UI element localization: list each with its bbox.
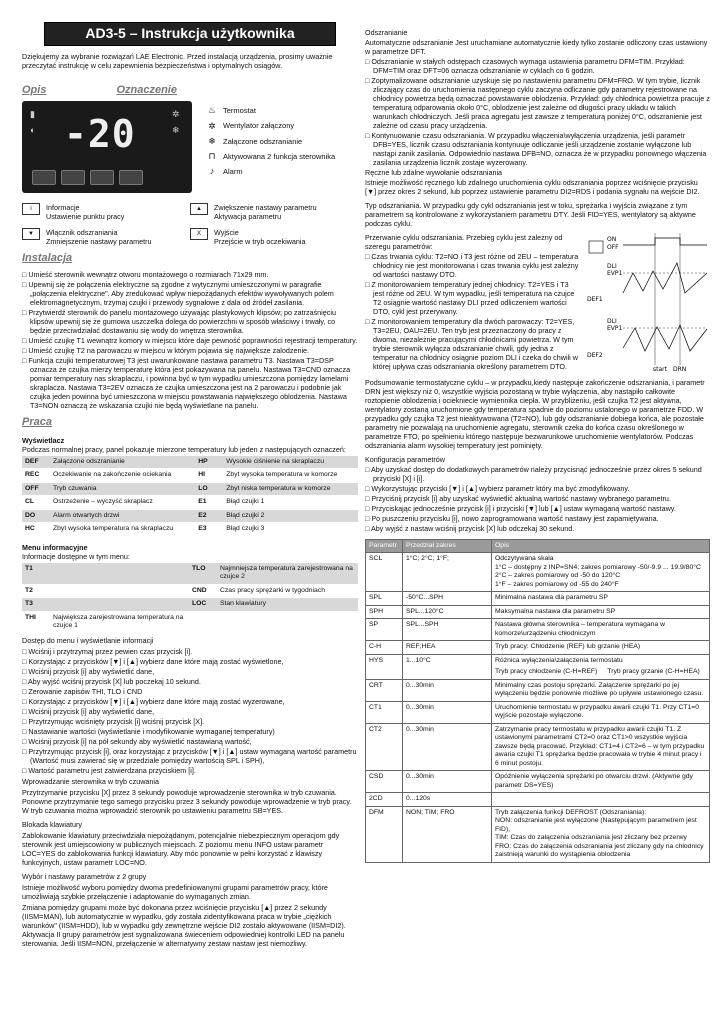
exit-key-icon: X	[190, 228, 208, 240]
list-item: □ Wykorzystując przyciski [▼] i [▲] wybierz parametr który ma być zmodyfikowany.	[373, 484, 710, 493]
description-cell: Czas pracy sprężarki w tygodniach	[217, 584, 358, 597]
list-item: □ Przytwierdź sterownik do panelu montażowego używając plastykowych klipsów; po zatrzaśnięciu klipsów upewnij się że gumowa uszczelka dolega do powierzchni w sposób właściwy i trwały, co będzie przeciwdziałać dostawaniu się wody do wnętrza sterownika.	[30, 308, 358, 335]
description-cell: Nastawa główna sterownika – temperatura wymagana w komorze\urządzeniu chłodniczym	[492, 619, 710, 641]
list-item: □ Umieść czujkę T2 na parowaczu w miejscu w którym pojawia się największe zalodzenie.	[30, 346, 358, 355]
table-row	[22, 469, 358, 482]
description-cell: Stan klawiatury	[217, 598, 358, 611]
list-item: □ Funkcja czujki temperaturowej T3 jest uwarunkowane nastawa parametru T3. Nastawa T3=DSP oznacza że czujka mierzy temperaturę która jest pokazywana na panelu. Nastawa T3=CND oznacza pomiar temperatury nas skraplaczu, i powinna być w tym wypadku umieszczona pomiędzy lamelami skraplacza. Nastawa T3=2EV oznacza że czujka umieszczona jest na 2 parowaczu i podobnie jak czujka jeden powinna być umieszczona w miejscu powstawania największego oblodzenia. Nastawa T3=NON oznaczą że wskazania czujki nie będą wyświetlane na panelu.	[30, 356, 358, 410]
code-cell: THI	[22, 611, 50, 633]
parameters-table	[365, 539, 710, 863]
legend-item: ♪ Alarm	[206, 166, 335, 177]
hys-heating-label: Tryb pracy grzanie (C-H=HEA)	[607, 668, 700, 676]
table-row	[366, 619, 710, 641]
code-cell: TLO	[189, 563, 217, 584]
parameter-cell: HYS	[366, 654, 403, 679]
code-cell: HI	[195, 469, 223, 482]
description-cell: Odczytywana skala 1°C – dostępny z INP=SN4; zakres pomiarowy -50/-9.9 ... 19.9/80°C 2°C – zakres pomiarowy od -50 do 120°C 1°F – zakres pomiarowy od -55 do 240°F	[492, 553, 710, 592]
code-cell: T1	[22, 563, 50, 584]
range-cell: SPL...SPH	[403, 619, 492, 641]
description-cell: Oczekiwanie na zakończenie ociekania	[50, 469, 195, 482]
range-cell: 1...10°C	[403, 654, 492, 679]
list-item: □ Przytrzymując wciśnięty przycisk [i] wciśnij przycisk [X].	[30, 717, 358, 726]
table-row	[22, 509, 358, 522]
output-waveform	[623, 238, 707, 245]
info-key-icon: i	[22, 203, 40, 215]
list-item: □ Umieść czujkę T1 wewnątrz komory w miejscu które daje pewność poprawności rejestracji temperatury.	[30, 336, 358, 345]
table-row	[22, 496, 358, 509]
description-cell	[50, 598, 189, 611]
diagram-label: DLI	[607, 263, 617, 270]
odszranianie-text: Automatyczne odszranianie Jest uruchamiane automatycznie kiedy tylko zostanie odliczony czas ustawiony w parametrze DFT.	[365, 38, 708, 56]
praca-heading: Praca	[22, 416, 52, 428]
diagram-label: DEF1	[587, 296, 603, 303]
wyswietlacz-heading: Wyświetlacz	[22, 435, 65, 445]
controller-display	[22, 101, 192, 193]
list-item: □ Wciśnij i przytrzymaj przez pewien czas przycisk [i].	[30, 647, 358, 656]
description-cell: Najmniejsza temperatura zarejestrowana na czujce 2	[217, 563, 358, 584]
list-item: □ Umieść sterownik wewnątrz otworu montażowego o rozmiarach 71x29 mm.	[30, 270, 358, 279]
description-cell: Tryb czuwania	[50, 482, 195, 495]
defrost-output-icon	[589, 241, 603, 253]
description-cell	[50, 563, 189, 584]
code-cell: DEF	[22, 456, 50, 469]
code-cell: LO	[195, 482, 223, 495]
description-cell	[50, 584, 189, 597]
parameter-cell: CT1	[366, 701, 403, 723]
diagram-label: EVP1	[607, 270, 623, 277]
parameter-cell: CSD	[366, 771, 403, 793]
parameter-cell: CT2	[366, 723, 403, 770]
odszranianie-list	[365, 57, 710, 167]
czuwanie-heading: Wprowadzanie sterownika w tryb czuwania	[22, 776, 160, 786]
code-cell: LOC	[189, 598, 217, 611]
oznaczenie-heading: Oznaczenie	[116, 83, 177, 96]
list-item: □ Upewnij się że połączenia elektryczne są zgodne z wytycznymi umieszczonymi w paragrafie „połączenia elektryczne". Aby zredukować wpływ niepożądanych efektów wywoływanych polem elektromagnetycznym, trzymaj czujki i przewody sygnałowe z dala od źródeł zasilania.	[30, 280, 358, 307]
menu-heading: Menu informacyjne	[22, 542, 88, 552]
list-item: □ Aby wyjść z nastaw wciśnij przycisk [X] lub odczekaj 30 sekund.	[373, 524, 710, 533]
description-cell: Zbyt niska temperatura w komorze	[223, 482, 358, 495]
key-down: ▼ Włącznik odszraniania Zmniejszenie nastawy parametru	[22, 228, 190, 246]
code-cell: T2	[22, 584, 50, 597]
info-button[interactable]	[32, 170, 56, 185]
list-item: □ Wciśnij przycisk [i] aby wyświetlić dane,	[30, 667, 358, 676]
diagram-label: OFF	[607, 244, 619, 251]
code-cell: T3	[22, 598, 50, 611]
display-digits: -20	[64, 112, 136, 157]
table-row	[22, 482, 358, 495]
evp1-curve	[623, 263, 707, 293]
range-cell: 0...120s	[403, 793, 492, 806]
konfiguracja-heading: Konfiguracja parametrów	[365, 455, 445, 464]
odszranianie-heading: Odszranianie	[365, 28, 408, 37]
range-cell: 0...30min	[403, 701, 492, 723]
instalacja-list	[22, 270, 358, 410]
description-cell: Największa zarejestrowana temperatura na czujce 1	[50, 611, 189, 633]
table-row	[366, 654, 710, 679]
table-row	[22, 611, 358, 633]
code-cell: REC	[22, 469, 50, 482]
list-item: □ Korzystając z przycisków [▼] i [▲] wybierz dane które mają zostać wyzerowane,	[30, 697, 358, 706]
thermostat-icon: ♨	[207, 105, 217, 116]
dostep-list	[22, 647, 358, 775]
description-cell: Tryb załączenia funkcji DEFROST (Odszraniania): NON: odszranianie jest wyłączone (Następującym parametrem jest FID), TIM: Czas do załączenia odszraniania jest zliczany bez przerwy FRO: Czas do załączenia odszraniania jest zliczany gdy na chłodnicy zaistnieją warunki do wystąpienia oblodzenia	[492, 806, 710, 862]
range-cell: 0...30min	[403, 771, 492, 793]
list-item: □ Aby uzyskać dostęp do dodatkowych parametrów należy przycisnąć jednocześnie przez okres 5 sekund przyciski [X] i [i].	[373, 465, 710, 483]
list-item: □ Przyciśnij przycisk [i] aby uzyskać wyświetlić aktualną wartość nastawy wybranego parametru.	[373, 494, 710, 503]
code-cell: E3	[195, 523, 223, 536]
instalacja-heading: Instalacja	[22, 252, 73, 265]
description-cell: Błąd czujki 2	[223, 509, 358, 522]
table-row	[366, 701, 710, 723]
table-row	[366, 806, 710, 862]
parameter-cell: 2CD	[366, 793, 403, 806]
dostep-heading: Dostęp do menu i wyświetlanie informacji	[22, 635, 154, 645]
list-item: □ Czas trwania cyklu: T2=NO i T3 jest różne od 2EU – temperatura chłodnicy nie jest monitorowana i czas trwania cyklu jest zależny od wartości nastawy DTO.	[373, 252, 710, 279]
down-button[interactable]	[61, 170, 85, 185]
diagram-label: DEF2	[587, 352, 603, 359]
evp2-curve	[623, 325, 707, 351]
key-info: i Informacje Ustawienie punktu pracy	[22, 203, 190, 221]
description-cell: Tryb pracy: Chłodzenie (REF) lub grzanie (HEA)	[492, 641, 710, 654]
wyswietlacz-text: Podczas normalnej pracy, panel pokazuje mierzone temperatury lub jeden z następujących oznaczeń:	[22, 444, 346, 454]
konfiguracja-list	[365, 465, 710, 533]
column-header: Przedział zakres	[403, 540, 492, 553]
keys-legend	[22, 203, 358, 246]
code-cell: HC	[22, 523, 50, 536]
fan-icon: ✲	[172, 109, 180, 120]
list-item: □ Nastawianie wartości (wyświetlanie i modyfikowanie wymaganej temperatury)	[30, 727, 358, 736]
list-item: □ Zerowanie zapisów THI, TLO i CND	[30, 687, 358, 696]
key-up: ▲ Zwiększenie nastawy parametru Aktywacja parametru	[190, 203, 358, 221]
code-cell: E1	[195, 496, 223, 509]
reczne-heading: Ręczne lub zdalne wywołanie odszraniania	[365, 168, 503, 177]
grupa-text-2: Zmiana pomiędzy grupami może być dokonana przez wciśnięcie przycisku [▲] przez 2 sekundy (IISM=MAN), lub automatycznie w wypadku, gdy została zidentyfikowana praca w trybie „ciężkich warunków" (IISM=HDD), lub w wypadku gdy zewnętrzne wejście DI2 zostało aktywowane (IISM=DI2). Aktywacja II grupy parametrów jest sygnalizowana świeceniem odpowiedniej kontrolki LED na panelu sterowania. Jeśli IISM=NON, przełączenie w alternatywny zestaw nastaw jest niemożliwy.	[22, 902, 346, 948]
legend-item: ♨ Termostat	[207, 105, 256, 116]
code-cell: HP	[195, 456, 223, 469]
grupa-text: Istnieje możliwość wyboru pomiędzy dwoma predefiniowanymi grupami parametrów pracy, które umożliwiają szybkie przełączenie i adaptowanie do wymaganych zmian.	[22, 882, 328, 901]
diagram-label: ON	[607, 236, 617, 243]
parameter-cell: CRT	[366, 679, 403, 701]
defrost-icon: ❄	[208, 135, 216, 146]
legend-item: ⊓ Aktywowana 2 funkcja sterownika	[206, 151, 335, 162]
reczne-text: Istnieje możliwość ręcznego lub zdalnego uruchomienia cyklu odszraniania poprzez wciśnięcie przycisku [▼] przez okres 2 sekund, lub poprzez ustawienie parametru DI2=RDS i podania sygnału na wejście DI2.	[365, 178, 700, 196]
description-cell	[217, 611, 358, 633]
table-row	[366, 679, 710, 701]
legend-list	[206, 101, 335, 193]
range-cell: 0...30min	[403, 679, 492, 701]
column-header: Parametr	[366, 540, 403, 553]
defrost-icon: ❄	[172, 125, 180, 136]
description-cell: Maksymalna nastawa dla parametru SP	[492, 605, 710, 618]
przerwanie-text: Przerwanie cyklu odszraniania. Przebieg cyklu jest zależny od szeregu parametrów:	[365, 233, 563, 251]
column-header: Opis	[492, 540, 710, 553]
thermostat-icon: ▮	[30, 109, 35, 120]
description-cell	[492, 793, 710, 806]
range-cell: REF;HEA	[403, 641, 492, 654]
list-item: □ Z monitorowaniem temperatury dla dwóch parowaczy: T2=YES, T3=2EU, OAU=2EU. Ten tryb jest przeznaczony do pracy z dwoma, niezależnie pracującymi chłodnicami powietrza. W tym trybie sterownik wyłącza odszranianie chwili, gdy jedna z temperatur na chłodnicy osiągnie poziom DLI i czeka do chwili w której upływa czas odszraniania określony parametrem DTO.	[373, 317, 710, 371]
description-cell: Różnica wyłączenia\załączenia termostatu Tryb pracy chłodzenie (C-H=REF) Tryb pracy grzanie (C-H=HEA)	[492, 654, 710, 679]
table-row	[22, 563, 358, 584]
list-item: □ Wartość parametru jest zatwierdzana przyciskiem [i].	[30, 766, 358, 775]
list-item: □ Kontynuowanie czasu odszraniania. W przypadku włączenia\wyłączenia urządzenia, jeśli parametr DFB=YES, licznik czasu odszraniania kontynuuje odliczanie jeśli urządzenie zostanie wyłączone lub nastąpi zanik zasilania. Odpowiednio nastawa DFB=NO, oznacza że w przypadku ponownego włączenia zasilania urządzenia licznik zostaje wyzerowany.	[373, 131, 710, 167]
list-item: □ Wciśnij przycisk [i] na pół sekundy aby wyświetlić nastawianą wartość,	[30, 737, 358, 746]
intro-text: Dziękujemy za wybranie rozwiązań LAE Electronic. Przed instalacją urządzenia, prosimy uważnie przeczytać instrukcję w celu zapewnienia bezpieczeństwa i optymalnych osiągów.	[22, 51, 333, 70]
range-cell: 0...30min	[403, 723, 492, 770]
list-item: □ Odszranianie w stałych odstępach czasowych wymaga ustawienia parametru DFM=TIM. Przykład: DFM=TIM oraz DFT=06 oznacza odszranianie w cyklach co 6 godzin.	[373, 57, 710, 75]
table-row	[366, 592, 710, 605]
menu-table	[22, 563, 358, 634]
description-cell: Błąd czujki 3	[223, 523, 358, 536]
up-key-icon: ▲	[190, 203, 208, 215]
description-cell: Załączone odszranianie	[50, 456, 195, 469]
range-cell: NON; TIM; FRO	[403, 806, 492, 862]
range-cell: SPL...120°C	[403, 605, 492, 618]
description-cell: Wysokie ciśnienie na skraplaczu	[223, 456, 358, 469]
code-cell: CL	[22, 496, 50, 509]
legend-item: ❄ Załączone odszranianie	[206, 136, 335, 147]
description-cell: Błąd czujki 1	[223, 496, 358, 509]
code-cell: DO	[22, 509, 50, 522]
opis-heading: Opis	[22, 83, 47, 96]
parameter-cell: DFM	[366, 806, 403, 862]
range-cell: 1°C; 2°C; 1°F;	[403, 553, 492, 592]
diagram-label: DRN	[673, 366, 687, 373]
codes-table	[22, 456, 358, 537]
table-row	[366, 641, 710, 654]
opis-section	[22, 101, 358, 193]
list-item: □ Aby wyjść wciśnij przycisk [X] lub poczekaj 10 sekund.	[30, 677, 358, 686]
legend-item: ✲ Wentylator załączony	[206, 121, 335, 132]
list-item: □ Przyciskając jednocześnie przycisk [i] i przyciski [▼] lub [▲] ustaw wymaganą wartość nastawy.	[373, 504, 710, 513]
range-cell: -50°C...SPH	[403, 592, 492, 605]
parameter-cell: SCL	[366, 553, 403, 592]
hys-cooling-label: Tryb pracy chłodzenie (C-H=REF)	[495, 668, 598, 676]
standby-button[interactable]	[119, 170, 143, 185]
list-item: □ Z monitorowaniem temperatury jednej chłodnicy: T2=YES i T3 jest różne od 2EU. W tym wypadku, jeśli temperatura na czujce T2 osiągnie wartość nastawy DLI przed odliczeniem wartości DTO, cykl jest przerywany.	[373, 280, 710, 316]
czuwanie-text: Przytrzymanie przycisku [X] przez 3 sekundy powoduje wprowadzenie sterownika w tryb czuwania. Ponowne przytrzymanie tego samego przycisku przez 3 sekundy powoduje wprowadzenie w tryb pracy. W tryb czuwania można wprowadzić sterownik po ustawieniu parametru SB=YES.	[22, 787, 352, 815]
aux-icon: ⊓	[208, 151, 216, 161]
key-exit: X Wyjście Przejście w tryb oczekiwania	[190, 228, 358, 246]
table-row	[22, 584, 358, 597]
fan-icon: ✲	[208, 120, 216, 131]
parameter-cell: C-H	[366, 641, 403, 654]
down-key-icon: ▼	[22, 228, 40, 240]
left-column	[22, 22, 358, 950]
list-item: □ Zoptymalizowane odszranianie uzyskuje się po nastawieniu parametru DFM=FRO. W tym trybie, licznik zliczający czas do uruchomienia następnego cyklu zaczyna odliczanie gdy parametry rejestrowane na chłodnicy powietrza będą oznaczać powstawanie oblodzenia. Przykład: gdy chłodnica powietrza pracuje z temperaturą odparowania około 0°C, oblodzenie jest zależne od długości pracy układu w takich warunkach chłodniczych. Jeśli praca agregatu jest zawsze z temperaturą poniżej 0°C, odszranienie jest zależne od czasu pracy urządzenia.	[373, 76, 710, 130]
list-item: □ Po puszczeniu przycisku [i], nowo zaprogramowana wartość nastawy jest zapamiętywana.	[373, 514, 710, 523]
document-title: AD3-5 – Instrukcja użytkownika	[44, 22, 336, 46]
diagram-label: DLI	[607, 318, 617, 325]
table-row	[366, 771, 710, 793]
description-cell: Zatrzymanie pracy termostatu w przypadku awarii czujki T1. Z ustawionymi parametrami CT2=0 oraz CT1>0 wszystkie wyjścia zawsze będą pracować. Przykład: CT1=4 i CT2=6 – w tym przypadku awaria czujki T1 sprężarka będzie pracowała w trybie 4 minut pracy i 6 minut postoju.	[492, 723, 710, 770]
parameter-cell: SPL	[366, 592, 403, 605]
description-cell: Zbyt wysoka temperatura na skraplaczu	[50, 523, 195, 536]
diagram-label: EVP1	[607, 325, 623, 332]
hysteresis-diagrams	[495, 668, 706, 676]
przerwanie-section	[365, 233, 710, 373]
table-row	[22, 456, 358, 469]
parameter-cell: SP	[366, 619, 403, 641]
alarm-icon: ◐	[30, 125, 36, 136]
code-cell	[189, 611, 217, 633]
code-cell: CND	[189, 584, 217, 597]
code-cell: OFF	[22, 482, 50, 495]
right-column	[365, 28, 710, 863]
menu-text: Informacje dostępne w tym menu:	[22, 551, 130, 561]
table-row	[22, 598, 358, 611]
description-cell: Opóźnienie wyłączenia sprężarki po otwarciu drzwi. (Aktywne gdy parametr DS=YES)	[492, 771, 710, 793]
blokada-text: Zablokowanie klawiatury przeciwdziała niepożądanym, potencjalnie niebezpiecznym operacjom gdy sterownik jest umiejscowiony w publicznych miejscach. Z poziomu menu INFO ustaw parametr LOC=YES do zablokowania funkcji klawiatury. Aby móc ponownie w pełni korzystać z klawiszy funkcyjnych, ustaw parametr LOC=NO.	[22, 830, 340, 867]
table-row	[366, 553, 710, 592]
parameter-cell: SPH	[366, 605, 403, 618]
list-item: □ Wciśnij przycisk [i] aby wyświetlić dane,	[30, 707, 358, 716]
description-cell: Alarm otwartych drzwi	[50, 509, 195, 522]
description-cell: Minimalny czas postoju sprężarki. Załączenie sprężarki po jej wyłączeniu będzie ponownie możliwe po upływie ustawionego czasu.	[492, 679, 710, 701]
table-row	[366, 605, 710, 618]
description-cell: Uruchomienie termostatu w przypadku awarii czujki T1. Przy CT1=0 wyjście pozostaje wyłączone.	[492, 701, 710, 723]
table-row	[366, 793, 710, 806]
diagram-label: start	[653, 366, 667, 373]
description-cell: Zbyt wysoka temperatura w komorze	[223, 469, 358, 482]
display-buttons	[32, 170, 143, 185]
table-row	[366, 723, 710, 770]
list-item: □ Korzystając z przycisków [▼] i [▲] wybierz dane które mają zostać wyświetlone,	[30, 657, 358, 666]
podsumowanie-text: Podsumowanie termostatyczne cyklu – w przypadku,kiedy następuje zakończenie odszraniania, i parametr DRN jest większy niż 0, wszystkie wyjścia pozostaną w trybie wyłączenia, aby nastąpiło całkowite roztopienie oblodzenia i ociekniecie wymiennika ciepła. W przybliżeniu, jeśli czujka T2 jest aktywna, wentylatory zostaną uruchomione gdy temperatura spadnie do poziomu ustalonego w parametrze FDD. W przypadku gdy czujka T2 jest nieaktywowana (T2=NO), lub gdy odszranianie dobiega końca, ale pozostałe parametry nie pozwalają na uruchomienie agregatu, sterownik czeka do końca czasu określonego w parametrze FTO, po spełnieniu którego następuje bezwarunkowe uruchomienie wentylatorów. Podczas odszraniania alarm wysokiej temperatury jest pominięty.	[365, 378, 705, 450]
description-cell: Minimalna nastawa dla parametru SP	[492, 592, 710, 605]
table-row	[22, 523, 358, 536]
up-button[interactable]	[90, 170, 114, 185]
alarm-icon: ♪	[209, 166, 215, 177]
blokada-heading: Blokada klawiatury	[22, 819, 82, 829]
defrost-timing-diagram	[585, 233, 710, 373]
grupa-heading: Wybór i nastawy parametrów z 2 grupy	[22, 871, 147, 881]
description-cell: Ostrzeżenie – wyczyść skraplacz	[50, 496, 195, 509]
list-item: □ Przytrzymując przycisk [i], oraz korzystając z przycisków [▼] i [▲] ustaw wymaganą wartość parametru (Wartość musi zawierać się w przedziale pomiędzy wartością SPL i SPH),	[30, 747, 358, 765]
code-cell: E2	[195, 509, 223, 522]
typ-text: Typ odszraniania. W przypadku gdy cykl odszraniania jest w toku, sprężarka i wyjścia związane z tym parametrem są kontrolowane z wykorzystaniem parametru DTY. Jeśli FID=YES, wentylatory są aktywne podczas cyklu.	[365, 201, 696, 228]
